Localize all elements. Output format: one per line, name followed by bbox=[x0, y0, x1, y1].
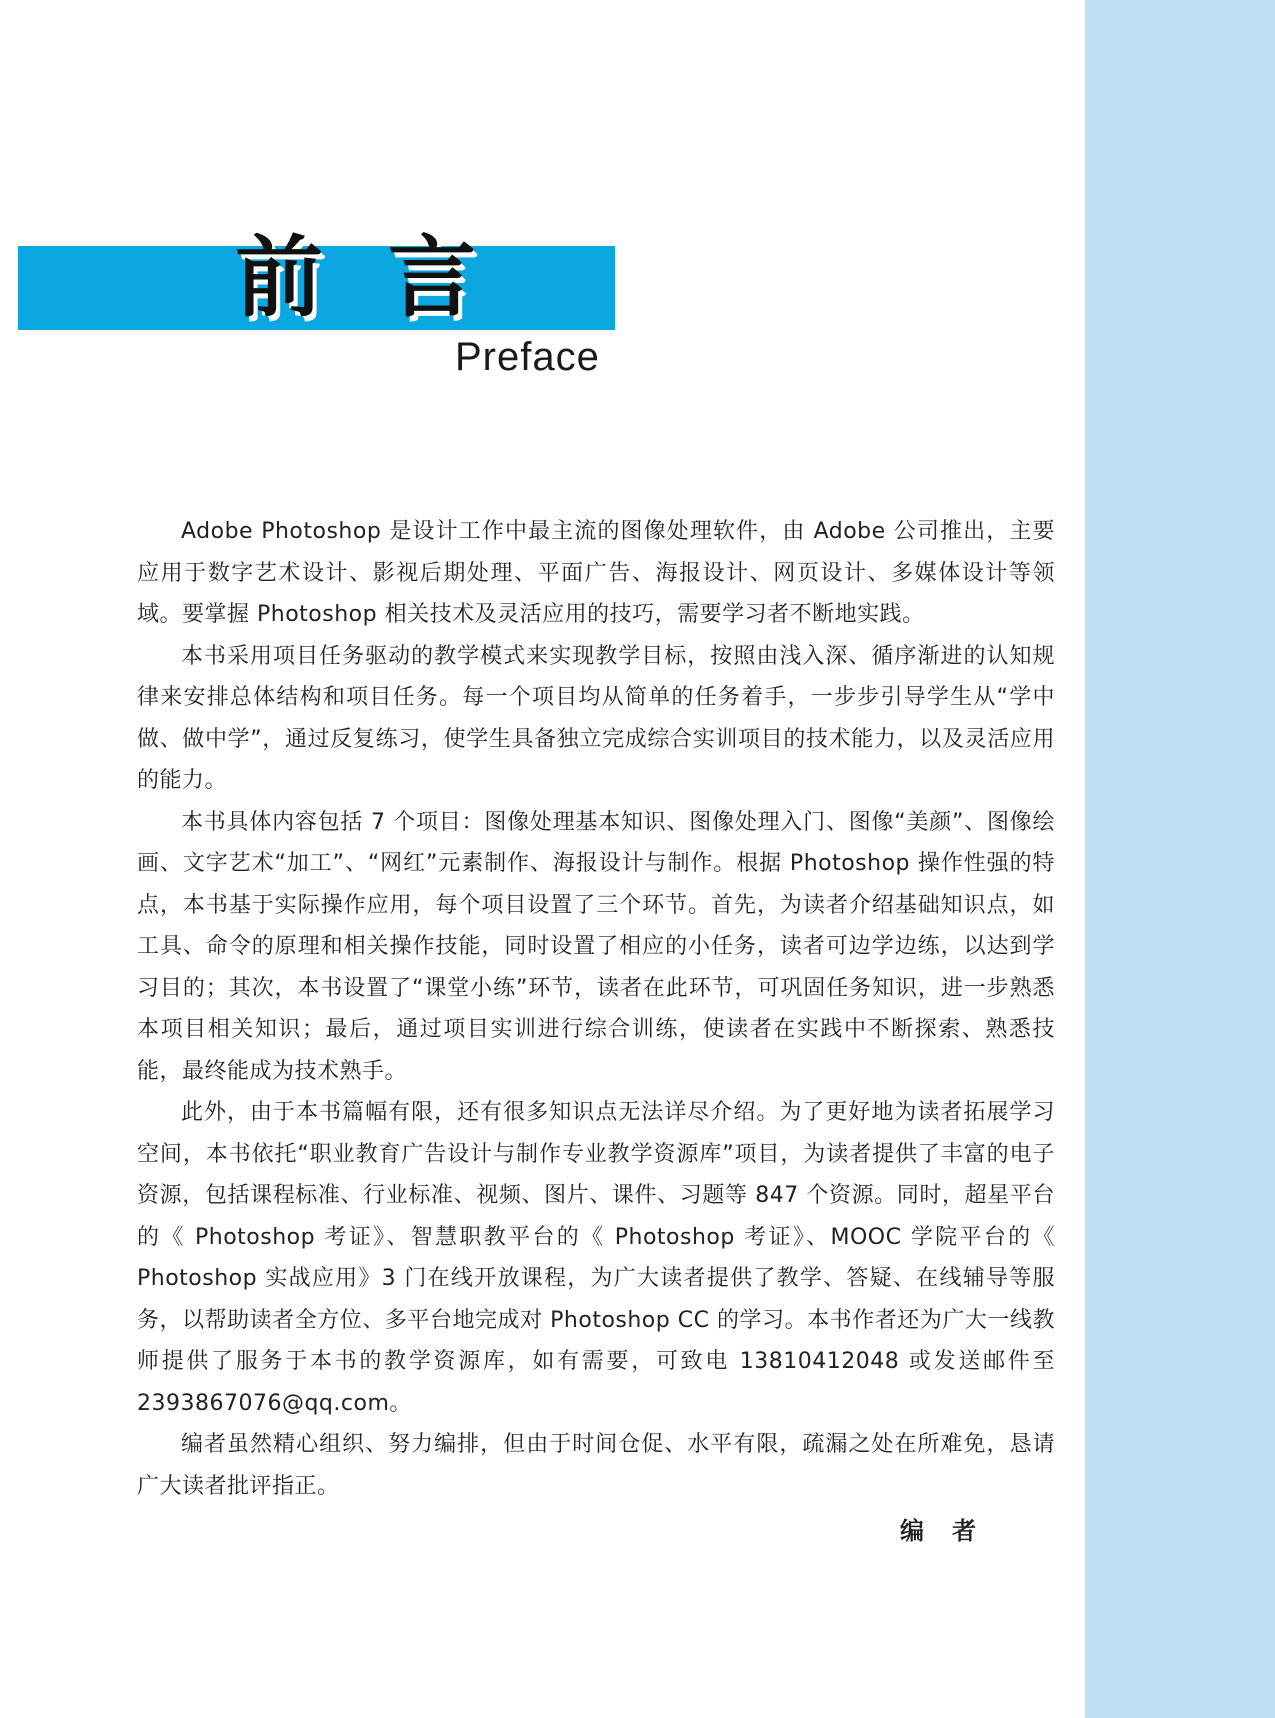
paragraph-4: 此外，由于本书篇幅有限，还有很多知识点无法详尽介绍。为了更好地为读者拓展学习空间，本书依托“职业教育广告设计与制作专业教学资源库”项目，为读者提供了丰富的电子资源，包括课程标准、行业标准、视频、图片、课件、习题等 847 个资源。同时，超星平台的《 Photoshop 考证》、智慧职教平台的《 Photoshop 考证》、MOOC 学院平台的《 Photoshop 实战应用》3 门在线开放课程，为广大读者提供了教学、答疑、在线辅导等服务，以帮助读者全方位、多平台地完成对 Photoshop CC 的学习。本书作者还为广大一线教师提供了服务于本书的教学资源库，如有需要，可致电 13810412048 或发送邮件至 2393867076@qq.com。 bbox=[137, 1100, 1055, 1416]
paragraph-1: Adobe Photoshop 是设计工作中最主流的图像处理软件，由 Adobe 公司推出，主要应用于数字艺术设计、影视后期处理、平面广告、海报设计、网页设计、多媒体设计等领域。要掌握 Photoshop 相关技术及灵活应用的技巧，需要学习者不断地实践。 bbox=[137, 519, 1055, 627]
author-signature: 编者 bbox=[900, 1517, 1004, 1545]
preface-body bbox=[137, 511, 1055, 1507]
side-color-band bbox=[1085, 0, 1275, 1718]
page-title-char-1: 前 bbox=[235, 226, 324, 329]
page-subtitle: Preface bbox=[455, 335, 600, 379]
paragraph-3: 本书具体内容包括 7 个项目：图像处理基本知识、图像处理入门、图像“美颜”、图像绘画、文字艺术“加工”、“网红”元素制作、海报设计与制作。根据 Photoshop 操作性强的特点，本书基于实际操作应用，每个项目设置了三个环节。首先，为读者介绍基础知识点，如工具、命令的原理和相关操作技能，同时设置了相应的小任务，读者可边学边练，以达到学习目的；其次，本书设置了“课堂小练”环节，读者在此环节，可巩固任务知识，进一步熟悉本项目相关知识；最后，通过项目实训进行综合训练，使读者在实践中不断探索、熟悉技能，最终能成为技术熟手。 bbox=[137, 809, 1055, 1084]
page-title-char-2: 言 bbox=[388, 226, 477, 329]
paragraph-2: 本书采用项目任务驱动的教学模式来实现教学目标，按照由浅入深、循序渐进的认知规律来安排总体结构和项目任务。每一个项目均从简单的任务着手，一步步引导学生从“学中做、做中学”，通过反复练习，使学生具备独立完成综合实训项目的技术能力，以及灵活应用的能力。 bbox=[137, 643, 1055, 793]
paragraph-5: 编者虽然精心组织、努力编排，但由于时间仓促、水平有限，疏漏之处在所难免，恳请广大读者批评指正。 bbox=[137, 1432, 1055, 1499]
